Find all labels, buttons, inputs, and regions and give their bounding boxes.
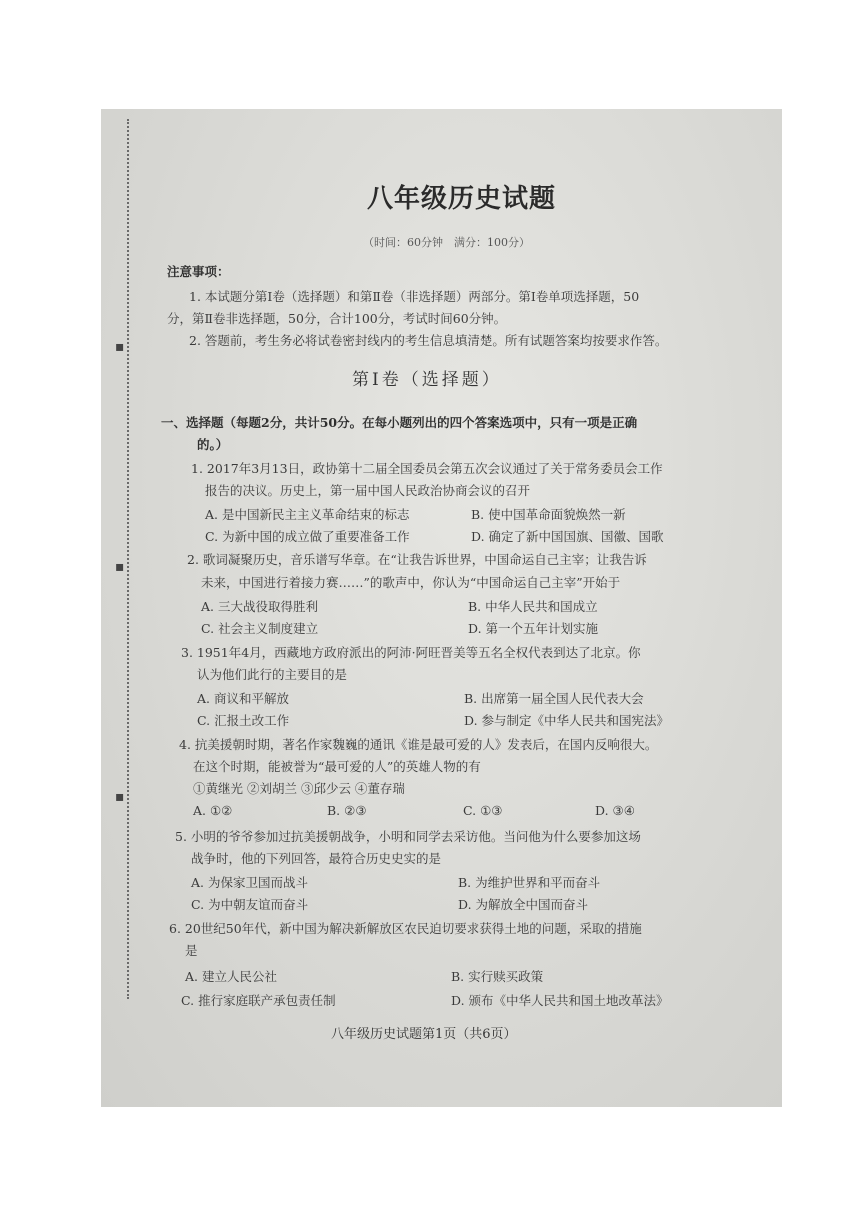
option-d: D. 颁布《中华人民共和国土地改革法》 [451, 993, 669, 1008]
page-title: 八年级历史试题 [367, 184, 557, 214]
question-stem: 3. 1951年4月，西藏地方政府派出的阿沛·阿旺晋美等五名全权代表到达了北京。你 [181, 645, 641, 660]
notice-label: 注意事项： [167, 264, 230, 279]
option-d: D. 为解放全中国而奋斗 [458, 897, 589, 912]
question-stem: 战争时，他的下列回答，最符合历史史实的是 [191, 851, 442, 866]
exam-paper [101, 109, 782, 1107]
question-stem: 认为他们此行的主要目的是 [197, 667, 348, 682]
question-stem: 报告的决议。历史上，第一届中国人民政治协商会议的召开 [205, 483, 531, 498]
option-d: D. 第一个五年计划实施 [468, 621, 599, 636]
option-d: D. 参与制定《中华人民共和国宪法》 [464, 713, 670, 728]
question-stem: 6. 20世纪50年代，新中国为解决新解放区农民迫切要求获得土地的问题，采取的措施 [169, 921, 642, 936]
part-intro: 一、选择题（每题2分，共计50分。在每小题列出的四个答案选项中，只有一项是正确 [161, 415, 638, 430]
option-a: A. ①② [193, 803, 233, 818]
option-d: D. ③④ [595, 803, 635, 818]
binding-mark: ▪ [115, 559, 125, 575]
question-stem: 在这个时期，能被誉为“最可爱的人”的英雄人物的有 [193, 759, 481, 774]
option-a: A. 商议和平解放 [197, 691, 289, 706]
option-b: B. 为维护世界和平而奋斗 [458, 875, 601, 890]
option-a: A. 建立人民公社 [185, 969, 277, 984]
option-a: A. 三大战役取得胜利 [201, 599, 318, 614]
question-stem: 未来，中国进行着接力赛……”的歌声中，你认为“中国命运自己主宰”开始于 [201, 575, 621, 590]
option-b: B. 中华人民共和国成立 [468, 599, 598, 614]
exam-time-info: （时间：60分钟 满分：100分） [363, 236, 530, 249]
option-b: B. 出席第一届全国人民代表大会 [464, 691, 644, 706]
question-stem: 4. 抗美援朝时期，著名作家魏巍的通讯《谁是最可爱的人》发表后，在国内反响很大。 [179, 737, 658, 752]
option-c: C. ①③ [463, 803, 503, 818]
notice-line: 1. 本试题分第Ⅰ卷（选择题）和第Ⅱ卷（非选择题）两部分。第Ⅰ卷单项选择题，50 [189, 289, 640, 304]
notice-line: 2. 答题前，考生务必将试卷密封线内的考生信息填清楚。所有试题答案均按要求作答。 [189, 333, 668, 348]
question-stem: 1. 2017年3月13日，政协第十二届全国委员会第五次会议通过了关于常务委员会工作 [191, 461, 663, 476]
option-c: C. 社会主义制度建立 [201, 621, 319, 636]
binding-mark: ▪ [115, 789, 125, 805]
page-footer: 八年级历史试题第1页（共6页） [331, 1027, 517, 1042]
question-stem: 是 [185, 943, 198, 958]
notice-line: 分，第Ⅱ卷非选择题，50分，合计100分，考试时间60分钟。 [167, 311, 507, 326]
option-c: C. 为新中国的成立做了重要准备工作 [205, 529, 410, 544]
option-b: B. ②③ [327, 803, 367, 818]
option-b: B. 使中国革命面貌焕然一新 [471, 507, 626, 522]
part-intro: 的。） [197, 437, 229, 452]
binding-mark: ▪ [115, 339, 125, 355]
question-stem: 2. 歌词凝聚历史，音乐谱写华章。在“让我告诉世界，中国命运自己主宰；让我告诉 [187, 552, 647, 567]
option-d: D. 确定了新中国国旗、国徽、国歌 [471, 529, 664, 544]
question-choices: ①黄继光 ②刘胡兰 ③邱少云 ④董存瑞 [193, 781, 405, 796]
option-a: A. 为保家卫国而战斗 [191, 875, 308, 890]
section-title: 第Ⅰ卷（选择题） [352, 370, 502, 390]
option-c: C. 推行家庭联产承包责任制 [181, 993, 336, 1008]
option-b: B. 实行赎买政策 [451, 969, 544, 984]
question-stem: 5. 小明的爷爷参加过抗美援朝战争，小明和同学去采访他。当问他为什么要参加这场 [175, 829, 641, 844]
option-a: A. 是中国新民主主义革命结束的标志 [205, 507, 410, 522]
option-c: C. 为中朝友谊而奋斗 [191, 897, 309, 912]
option-c: C. 汇报土改工作 [197, 713, 290, 728]
